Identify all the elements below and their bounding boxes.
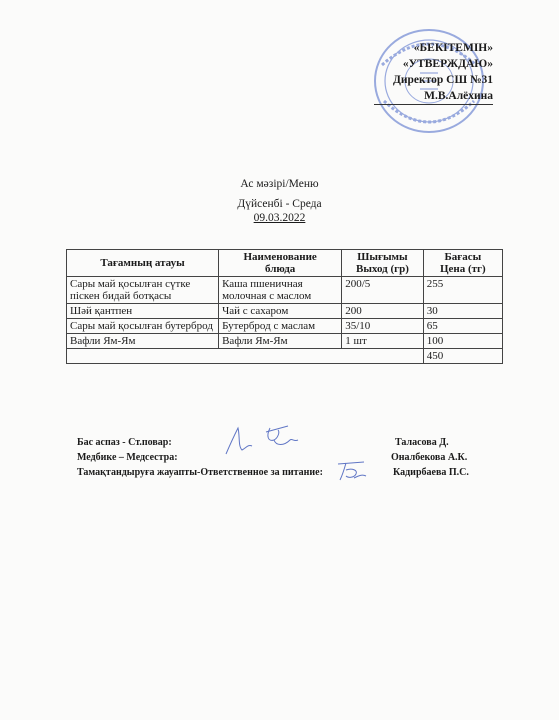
table-row <box>67 334 503 349</box>
approval-block <box>374 40 493 105</box>
signature-name: Таласова Д. <box>395 437 449 448</box>
signature-name: Оналбекова А.К. <box>391 452 468 463</box>
director-name: М.В.Алёхина <box>374 88 493 105</box>
table-row <box>67 304 503 319</box>
signature-role: Тамақтандыруға жауапты-Ответственное за питание: <box>77 467 323 478</box>
signature-name: Кадирбаева П.С. <box>393 467 469 478</box>
dish-yield: 200 <box>342 304 424 319</box>
column-header-kz-name: Тағамның атауы <box>67 250 219 277</box>
handwritten-signature-responsible <box>332 456 372 486</box>
menu-date: 09.03.2022 <box>253 212 306 224</box>
dish-price: 255 <box>423 277 502 304</box>
signature-role: Медбике – Медсестра: <box>77 452 178 463</box>
dish-name-kz: Шәй қантпен <box>67 304 219 319</box>
dish-price: 30 <box>423 304 502 319</box>
dish-price: 65 <box>423 319 502 334</box>
dish-name-ru: Бутерброд с маслам <box>219 319 342 334</box>
dish-price: 100 <box>423 334 502 349</box>
dish-name-kz: Сары май қосылған бутерброд <box>67 319 219 334</box>
table-row <box>67 319 503 334</box>
signature-role: Бас аспаз - Ст.повар: <box>77 437 172 448</box>
dish-yield: 35/10 <box>342 319 424 334</box>
director-title: Директор СШ №31 <box>392 74 493 86</box>
menu-table <box>66 249 503 364</box>
menu-day: Дүйсенбі - Среда <box>237 198 322 210</box>
dish-name-kz: Сары май қосылған сүтке піскен бидай ботқасы <box>67 277 219 304</box>
approval-ru: «УТВЕРЖДАЮ» <box>402 58 493 70</box>
menu-title: Ас мәзірі/Меню <box>240 178 319 190</box>
signature-row-responsible <box>77 467 497 482</box>
dish-yield: 1 шт <box>342 334 424 349</box>
column-header-price: Бағасы Цена (тг) <box>423 250 502 277</box>
handwritten-signature-chef <box>218 420 308 460</box>
table-total-row <box>67 349 503 364</box>
dish-name-kz: Вафли Ям-Ям <box>67 334 219 349</box>
dish-name-ru: Вафли Ям-Ям <box>219 334 342 349</box>
total-label-cell <box>67 349 424 364</box>
dish-name-ru: Каша пшеничная молочная с маслом <box>219 277 342 304</box>
table-header-row <box>67 250 503 277</box>
column-header-ru-name: Наименование блюда <box>219 250 342 277</box>
table-row <box>67 277 503 304</box>
approval-kz: «БЕКІТЕМІН» <box>413 42 493 54</box>
column-header-yield: Шығымы Выход (гр) <box>342 250 424 277</box>
menu-heading <box>0 178 559 225</box>
dish-yield: 200/5 <box>342 277 424 304</box>
total-price: 450 <box>423 349 502 364</box>
dish-name-ru: Чай с сахаром <box>219 304 342 319</box>
